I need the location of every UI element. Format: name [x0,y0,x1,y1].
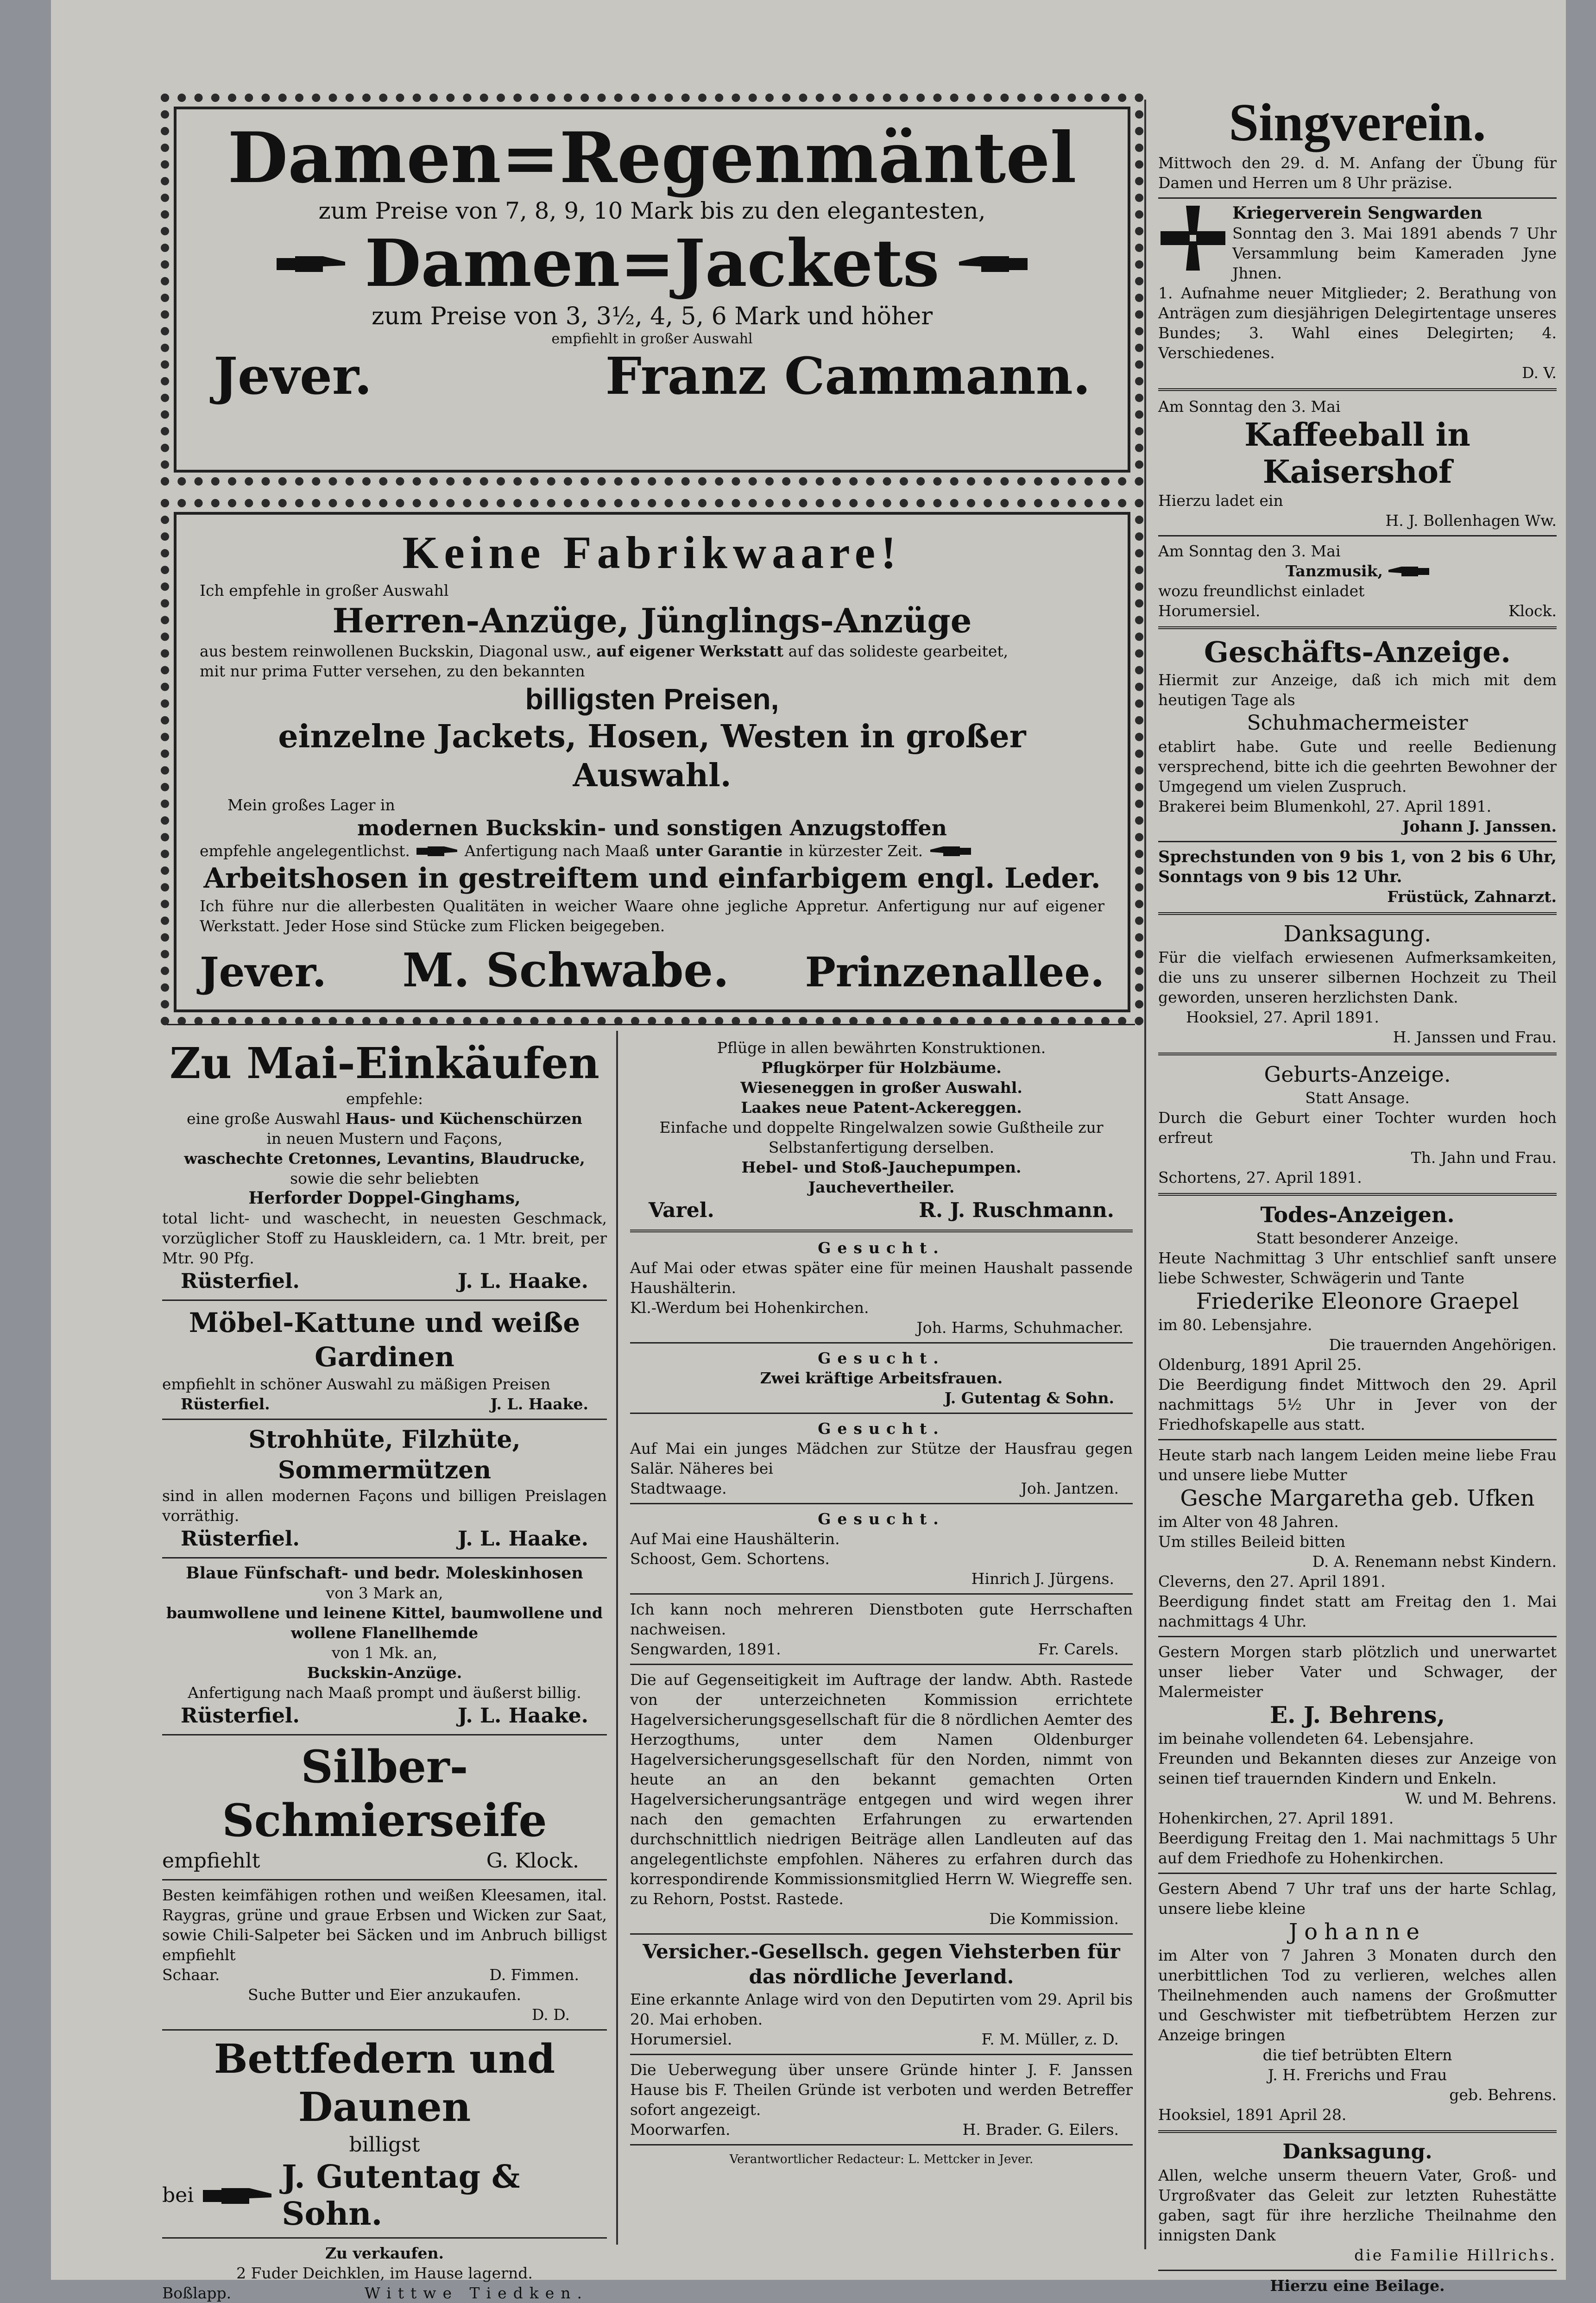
rule [1158,1439,1557,1440]
signature: Klock. [1508,602,1557,620]
text: die tief betrübten Eltern [1262,2046,1452,2064]
ad-street: Prinzenallee. [805,948,1104,996]
text: Hiermit zur Anzeige, daß ich mich mit dem heutigen Tage als [1158,671,1557,709]
signature: die Familie Hillrichs. [1354,2246,1557,2264]
text: im beinahe vollendeten 64. Lebensjahre. [1158,1729,1474,1748]
text: 2 Fuder Deichklen, im Hause lagernd. [236,2264,533,2282]
signature: D. A. Renemann nebst Kindern. [1312,1552,1557,1571]
rule [1158,841,1557,842]
signature-place: Horumersiel. [630,2030,732,2048]
footer-redacteur: Verantwortlicher Redacteur: L. Mettcker in Jever. [729,2152,1034,2166]
rule [1158,197,1557,199]
signature-place: Rüsterfiel. [181,1269,300,1293]
rule [1158,1873,1557,1874]
signature-firm: J. L. Haake. [457,1704,588,1728]
text: im 80. Lebensjahre. [1158,1316,1312,1334]
text-bold: Laakes neue Patent-Ackereggen. [741,1098,1022,1117]
rule [162,1419,607,1420]
signature: Johann J. Janssen. [1402,817,1557,835]
text-bold: Zwei kräftige Arbeitsfrauen. [760,1369,1003,1387]
text: Mittwoch den 29. d. M. Anfang der Übung für Damen und Herren um 8 Uhr präzise. [1158,154,1557,192]
text: billigst [349,2133,420,2157]
tanz-title: Tanzmusik, [1286,562,1383,580]
gesucht-title: Gesucht. [818,1239,945,1257]
ad-title-fabrikwaare: Keine Fabrikwaare! [402,527,902,578]
ad-text-bold: auf eigener Werkstatt [596,642,784,660]
signature: Fr. Carels. [1038,1640,1119,1658]
text: Anfertigung nach Maaß prompt und äußerst billig. [188,1684,581,1702]
stroh-title: Strohhüte, Filzhüte, Sommermützen [248,1426,521,1484]
text: Kl.-Werdum bei Hohenkirchen. [630,1299,869,1317]
text: Statt Ansage. [1305,1089,1410,1107]
ad-headline: Arbeitshosen in gestreiftem und einfarbigem engl. Leder. [203,862,1101,895]
text: Um stilles Beileid bitten [1158,1533,1345,1551]
ad-title-jackets: Damen=Jackets [365,226,940,302]
deceased-name: Johanne [1289,1919,1426,1945]
column-3 [1158,93,1557,2296]
text: wozu freundlichst einladet [1158,582,1365,600]
rule [1158,1053,1557,1055]
text: empfiehlt [162,1849,260,1873]
singverein-title: Singverein. [1229,93,1486,152]
rule [1158,2130,1557,2133]
ad-title-regenmaentel: Damen=Regenmäntel [227,117,1077,199]
pointing-hand-icon [277,250,346,278]
text: 1. Aufnahme neuer Mitglieder; 2. Berathung von Anträgen zum diesjährigen Delegirtentage unseres Bundes; 3. Wahl eines Delegirten; 4. Verschiedenes. [1158,284,1557,362]
text: Heute Nachmittag 3 Uhr entschlief sanft unsere liebe Schwester, Schwägerin und Tante [1158,1249,1557,1287]
signature: D. D. [531,2006,570,2024]
beilage-note: Hierzu eine Beilage. [1270,2277,1445,2295]
text-bold: Jauchevertheiler. [808,1178,955,1196]
text: Gestern Morgen starb plötzlich und unerwartet unser lieber Vater und Schwager, der Malermeister [1158,1643,1557,1701]
text-bold: baumwollene und leinene Kittel, baumwollene und wollene Flanellhemde [166,1604,603,1642]
ad-place: Jever. [214,346,372,406]
text: Am Sonntag den 3. Mai [1158,398,1341,416]
ad-text: Mein großes Lager in [227,796,395,814]
deceased-name: Gesche Margaretha geb. Ufken [1180,1485,1535,1511]
text: Für die vielfach erwiesenen Aufmerksamkeiten, die uns zu unserer silbernen Hochzeit zu Theil geworden, unseren herzlichsten Dank. [1158,948,1557,1006]
signature: Früstück, Zahnarzt. [1387,888,1557,906]
pointing-hand-icon [203,2182,272,2209]
text: Einfache und doppelte Ringelwalzen sowie Gußtheile zur Selbstanfertigung derselben. [659,1118,1104,1156]
text: Statt besonderer Anzeige. [1256,1229,1459,1247]
rule [630,1933,1133,1935]
mai-title: Zu Mai-Einkäufen [170,1038,599,1088]
rule [1158,2270,1557,2271]
signature: J. H. Frerichs und Frau [1268,2066,1447,2084]
text: etablirt habe. Gute und reelle Bedienung versprechend, bitte ich die geehrten Bewohner der Umgegend um vielen Zuspruch. [1158,738,1557,795]
text: Besten keimfähigen rothen und weißen Kleesamen, ital. Raygras, grüne und graue Erbsen und Wicken zur Saat, sowie Chili-Salpeter bei Säcken und im Anbruch billigst empfiehlt [162,1886,607,1964]
signature: geb. Behrens. [1449,2086,1557,2104]
text: Eine erkannte Anlage wird von den Deputirten vom 29. April bis 20. Mai erhoben. [630,1990,1133,2028]
signature: D. V. [1522,364,1557,382]
text: Die auf Gegenseitigkeit im Auftrage der landw. Abth. Rastede von der unterzeichneten Kommission errichtete Hagelversicherungsgesellschaft für die 8 nördlichen Aemter des Herzogthums, unter dem Namen Oldenburger Hagelversicherungsgesellschaft für den Norden, nimmt von heute an an den bekannt gemachten Orten Hagelversicherungsanträge entgegen und wird wegen ihrer nach den gemachten Erfahrungen zu erwartenden durchschnittlich niedrigen Beiträge allen Landleuten auf das angelegentlichste empfohlen. Näheres zu erfahren durch das korrespondirende Kommissionsmitglied Herrn W. Wiegreffe sen. zu Rehorn, Postst. Rastede. [630,1671,1133,1908]
text: Sonntag den 3. Mai 1891 abends 7 Uhr Versammlung beim Kameraden Jyne Jhnen. [1232,224,1557,282]
iron-cross-icon [1158,203,1228,273]
rule [630,1342,1133,1344]
bett-title: Bettfedern und Daunen [214,2036,555,2131]
signature-place: Boßlapp. [162,2284,232,2302]
blau-title: Blaue Fünfschaft- und bedr. Moleskinhosen [186,1564,583,1583]
pointing-hand-left-icon [1388,563,1429,580]
signature: D. Fimmen. [489,1966,579,1984]
rule [630,1413,1133,1414]
text: Hooksiel, 1891 April 28. [1158,2106,1347,2124]
deceased-name: Friederike Eleonore Graepel [1196,1288,1519,1314]
sprech-text: Sprechstunden von 9 bis 1, von 2 bis 6 Uhr, Sonntags von 9 bis 12 Uhr. [1158,847,1557,886]
rule [630,1503,1133,1504]
ad-frame-fabrikwaare [174,512,1130,1012]
ad-headline: Herren-Anzüge, Jünglings-Anzüge [332,601,972,640]
text: Heute starb nach langem Leiden meine liebe Frau und unsere liebe Mutter [1158,1446,1557,1484]
rule [167,1024,1135,1025]
ad-text: Anfertigung nach Maaß [464,842,649,860]
text: sowie die sehr beliebten [290,1169,479,1187]
ad-frame-regenmaentel [174,107,1130,473]
signature: Joh. Harms, Schuhmacher. [916,1319,1123,1337]
krieger-title: Kriegerverein Sengwarden [1232,203,1482,223]
ad-text: Ich führe nur die allerbesten Qualitäten in weicher Waare ohne jegliche Appretur. Anfertigung nur auf eigener Werkstatt. Jeder Hose sind Stücke zum Flicken beigegeben. [200,897,1104,935]
signature: J. Gutentag & Sohn. [944,1389,1114,1407]
rule [162,2237,607,2239]
signature: Hinrich J. Jürgens. [971,1570,1114,1588]
pointing-hand-icon [416,843,458,859]
signature: Die trauernden Angehörigen. [1329,1336,1557,1354]
text: sind in allen modernen Façons und billigen Preislagen vorräthig. [162,1487,607,1525]
column-1 [162,1038,607,2303]
text: Pflüge in allen bewährten Konstruktionen. [717,1039,1046,1057]
rule [162,2029,607,2031]
signature-place: Stadtwaage. [630,1479,727,1497]
text-bold: Wieseneggen in großer Auswahl. [740,1079,1022,1097]
rule [630,1664,1133,1665]
text: Allen, welche unserm theuern Vater, Groß- und Urgroßvater das Geleit zur letzten Ruhestätte gaben, sagt für ihre herzliche Theilnahme den innigsten Dank [1158,2166,1557,2244]
seife-title: Silber-Schmierseife [222,1741,547,1847]
text: Durch die Geburt einer Tochter wurden hoch erfreut [1158,1109,1557,1147]
rule [162,1879,607,1880]
signature: Wittwe Tiedken. [364,2284,588,2302]
signature-place: Varel. [649,1199,714,1222]
text: Oldenburg, 1891 April 25. [1158,1356,1362,1374]
column-rule [1144,100,1146,2249]
signature-place: Rüsterfiel. [181,1395,270,1413]
text: von 1 Mk. an, [332,1644,437,1662]
text-bold: Buckskin-Anzüge. [307,1664,462,1682]
text: im Alter von 48 Jahren. [1158,1513,1339,1531]
text: Beerdigung findet statt am Freitag den 1. Mai nachmittags 4 Uhr. [1158,1592,1557,1630]
text: eine große Auswahl [186,1110,341,1128]
rule [162,1734,607,1735]
ad-headline: billigsten Preisen, [525,682,779,716]
ad-text: empfehle angelegentlichst. [200,842,410,860]
vieh-title: Versicher.-Gesellsch. gegen Viehsterben für das nördliche Jeverland. [643,1940,1120,1988]
newspaper-page [51,0,1566,2302]
rule [630,1593,1133,1595]
ad-text: zum Preise von 7, 8, 9, 10 Mark bis zu den elegantesten, [318,197,986,224]
signature: H. Brader. G. Eilers. [962,2120,1119,2139]
rule [630,2054,1133,2055]
text: Die Ueberwegung über unsere Gründe hinter J. F. Janssen Hause bis F. Theilen Gründe ist verboten und werden Betreffer sofort angezeigt. [630,2061,1133,2119]
ad-headline: einzelne Jackets, Hosen, Westen in großer Auswahl. [278,718,1026,794]
text: Brakerei beim Blumenkohl, 27. April 1891. [1158,797,1492,815]
text: empfiehlt in schöner Auswahl zu mäßigen Preisen [162,1375,551,1393]
text: Auf Mai eine Haushälterin. [630,1530,840,1548]
text: empfehle: [346,1090,423,1108]
text: von 3 Mark an, [326,1584,443,1602]
gesucht-title: Gesucht. [818,1349,945,1367]
column-rule [616,1031,618,2245]
text-bold: waschechte Cretonnes, Levantins, Blaudrucke, [184,1149,585,1167]
ad-text: aus bestem reinwollenen Buckskin, Diagonal usw., [200,642,592,660]
rule [1158,912,1557,915]
text: Cleverns, den 27. April 1891. [1158,1572,1386,1590]
rule [162,1557,607,1558]
ad-text-bold: unter Garantie [655,842,783,860]
signature-firm: R. J. Ruschmann. [919,1199,1114,1222]
rule [1158,1193,1557,1196]
text: Die Beerdigung findet Mittwoch den 29. April nachmittags 5½ Uhr in Jever von der Friedhofskapelle aus statt. [1158,1375,1557,1433]
text: Suche Butter und Eier anzukaufen. [248,1986,521,2004]
text: bei [162,2183,194,2207]
deceased-name: E. J. Behrens, [1269,1701,1445,1729]
signature-place: Moorwarfen. [630,2120,731,2139]
rule [630,1230,1133,1232]
signature-place: Schaar. [162,1966,220,1984]
text: Freunden und Bekannten dieses zur Anzeige von seinen tief trauernden Kindern und Enkeln. [1158,1749,1557,1787]
signature: G. Klock. [486,1849,579,1873]
text: Auf Mai ein junges Mädchen zur Stütze der Hausfrau gegen Salär. Näheres bei [630,1439,1133,1477]
ad-place: Jever. [200,948,327,996]
text: Schoost, Gem. Schortens. [630,1550,830,1568]
ad-text: Ich empfehle in großer Auswahl [200,581,449,599]
text: Hohenkirchen, 27. April 1891. [1158,1809,1394,1827]
pointing-hand-left-icon [929,843,971,859]
signature: Joh. Jantzen. [1021,1479,1119,1497]
signature-place: Rüsterfiel. [181,1704,300,1728]
moebel-title: Möbel-Kattune und weiße Gardinen [189,1307,580,1373]
signature: F. M. Müller, z. D. [981,2030,1119,2048]
rule [630,2144,1133,2145]
text-bold: Pflugkörper für Holzbäume. [761,1059,1002,1077]
text-bold: Haus- und Küchenschürzen [345,1110,583,1128]
signature: W. und M. Behrens. [1405,1789,1557,1807]
signature: H. J. Bollenhagen Ww. [1385,511,1557,530]
text: Schortens, 27. April 1891. [1158,1168,1362,1186]
gesucht-title: Gesucht. [818,1510,945,1528]
ad-text: zum Preise von 3, 3½, 4, 5, 6 Mark und höher [371,303,933,330]
text: total licht- und waschecht, in neuesten Geschmack, vorzüglicher Stoff zu Hauskleidern, ca. 1 Mtr. breit, per Mtr. 90 Pfg. [162,1209,607,1267]
signature-place: Sengwarden, 1891. [630,1640,781,1658]
text-bold: Herforder Doppel-Ginghams, [248,1188,521,1208]
rule [1158,388,1557,391]
signature: Th. Jahn und Frau. [1411,1148,1557,1167]
ad-firm: Franz Cammann. [605,346,1091,406]
text-bold: Hebel- und Stoß-Jauchepumpen. [741,1158,1022,1176]
pointing-hand-left-icon [958,250,1028,278]
ad-text: empfiehlt in großer Auswahl [551,331,753,347]
text: Beerdigung Freitag den 1. Mai nachmittags 5 Uhr auf dem Friedhofe zu Hohenkirchen. [1158,1829,1557,1867]
ad-text: in kürzester Zeit. [789,842,923,860]
signature: H. Janssen und Frau. [1393,1028,1557,1046]
ad-text: mit nur prima Futter versehen, zu den bekannten [200,662,585,680]
text: Auf Mai oder etwas später eine für meinen Haushalt passende Haushälterin. [630,1259,1133,1297]
rule [1158,535,1557,536]
kaffee-title: Kaffeeball in Kaisershof [1244,416,1470,491]
rule [1158,626,1557,629]
signature-place: Horumersiel. [1158,602,1261,620]
text: im Alter von 7 Jahren 3 Monaten durch den unerbittlichen Tod zu verlieren, welches allen Theilnehmenden auch namens der Großmutter und Geschwister mit tiefbetrübtem Herzen zur Anzeige bringen [1158,1946,1557,2044]
signature-place: Rüsterfiel. [181,1527,300,1551]
signature-firm: J. L. Haake. [457,1527,588,1551]
text: Hierzu ladet ein [1158,492,1283,510]
bett-firm: J. Gutentag & Sohn. [282,2158,520,2233]
signature: Die Kommission. [989,1910,1119,1928]
text: Hooksiel, 27. April 1891. [1186,1008,1379,1026]
verk-title: Zu verkaufen. [325,2244,444,2262]
text: Gestern Abend 7 Uhr traf uns der harte Schlag, unsere liebe kleine [1158,1880,1557,1918]
todes-title: Todes-Anzeigen. [1260,1202,1455,1227]
rule [1158,1636,1557,1637]
signature-firm: J. L. Haake. [490,1395,588,1413]
rule [162,1300,607,1301]
geschaefts-title: Geschäfts-Anzeige. [1204,635,1511,669]
gesucht-title: Gesucht. [818,1420,945,1438]
text: in neuen Mustern und Façons, [266,1129,503,1148]
dank-title: Danksagung. [1283,921,1432,947]
ad-text: auf das solideste gearbeitet, [788,642,1009,660]
text: Schuhmachermeister [1247,711,1468,735]
signature-firm: J. L. Haake. [457,1269,588,1293]
column-2 [630,1038,1133,2169]
text: Am Sonntag den 3. Mai [1158,542,1341,560]
ad-headline: modernen Buckskin- und sonstigen Anzugstoffen [357,815,947,840]
text: Ich kann noch mehreren Dienstboten gute Herrschaften nachweisen. [630,1600,1133,1638]
geburts-title: Geburts-Anzeige. [1264,1062,1451,1087]
dank2-title: Danksagung. [1282,2140,1432,2164]
ad-firm: M. Schwabe. [402,943,729,997]
